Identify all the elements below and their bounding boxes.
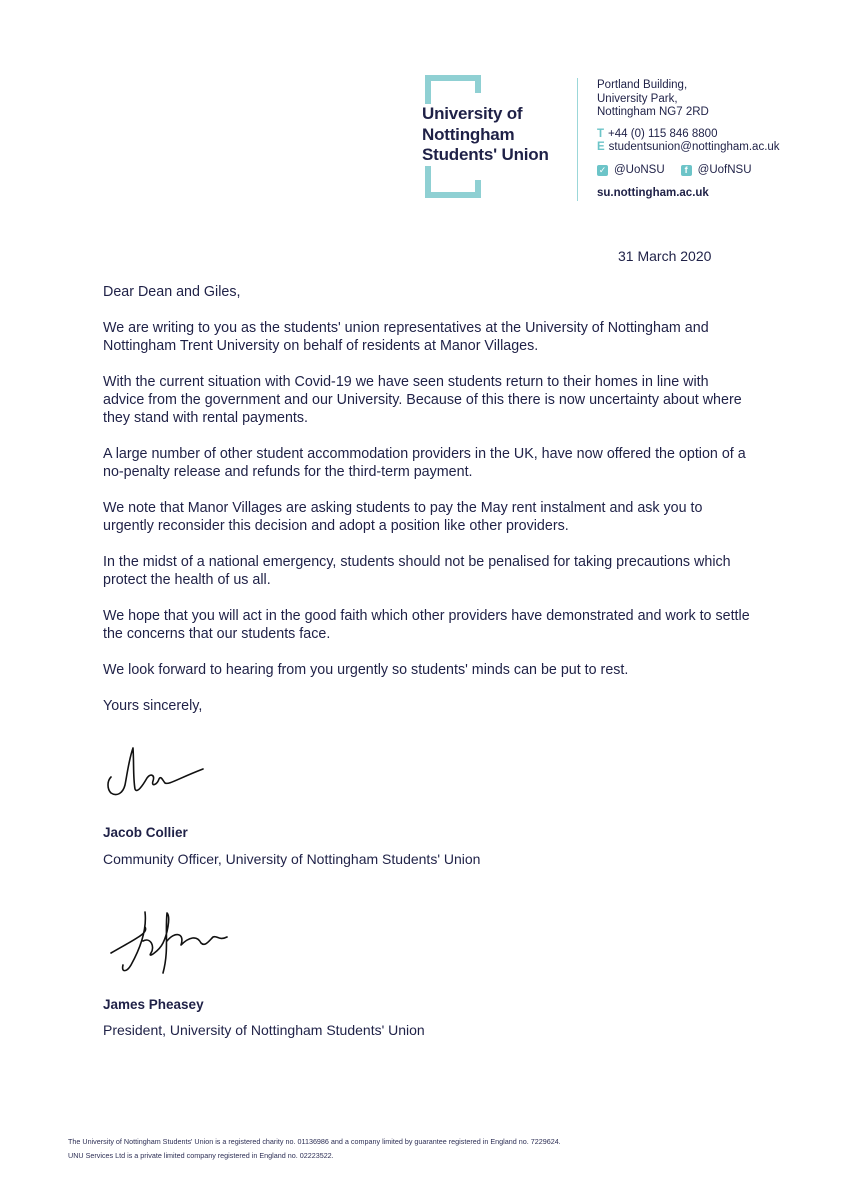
phone-number: +44 (0) 115 846 8800 xyxy=(608,127,718,140)
facebook-icon: f xyxy=(681,165,692,176)
salutation: Dear Dean and Giles, xyxy=(103,284,241,300)
signatory-2-name: James Pheasey xyxy=(103,997,204,1012)
paragraph-3: A large number of other student accommodation providers in the UK, have now offered the option of a no-penalty release and refunds for the third-term payment. xyxy=(103,446,746,480)
twitter-icon: ✓ xyxy=(598,164,607,175)
paragraph-1: We are writing to you as the students' union representatives at the University of Nottingham and Nottingham Trent University on behalf of residents at Manor Villages. xyxy=(103,320,709,354)
signatory-1-name: Jacob Collier xyxy=(103,825,188,840)
signatory-1-role: Community Officer, University of Nottingham Students' Union xyxy=(103,851,481,867)
paragraph-2: With the current situation with Covid-19 we have seen students return to their homes in line with advice from the government and our University. Because of this there is now uncertainty about where they stand with rental payments. xyxy=(103,374,742,426)
signatory-2-role: President, University of Nottingham Students' Union xyxy=(103,1022,425,1038)
phone-row xyxy=(597,128,780,142)
paragraph-7: We look forward to hearing from you urgently so students' minds can be put to rest. xyxy=(103,662,629,678)
signature-1-icon xyxy=(103,745,213,800)
facebook-handle[interactable]: @UofNSU xyxy=(697,164,752,176)
address-line-2: University Park, xyxy=(597,92,678,105)
email-link[interactable]: studentsunion@nottingham.ac.uk xyxy=(608,141,780,153)
header-divider xyxy=(577,78,578,201)
email-label: E xyxy=(597,141,605,153)
footer-line-2: UNU Services Ltd is a private limited company registered in England no. 02223522. xyxy=(68,1151,334,1160)
signature-2-icon xyxy=(105,907,235,982)
logo-line-2: Nottingham xyxy=(422,124,515,144)
paragraph-4: We note that Manor Villages are asking students to pay the May rent instalment and ask you to urgently reconsider this decision and adopt a position like other providers. xyxy=(103,500,703,534)
letter-body xyxy=(103,283,753,733)
letter-date: 31 March 2020 xyxy=(618,248,712,264)
social-row xyxy=(597,164,752,176)
closing: Yours sincerely, xyxy=(103,698,203,714)
address-line-1: Portland Building, xyxy=(597,79,688,91)
footer xyxy=(68,1135,561,1163)
website-link[interactable]: su.nottingham.ac.uk xyxy=(597,187,709,199)
logo-line-1: University of xyxy=(422,104,523,123)
twitter-handle[interactable]: @UoNSU xyxy=(614,164,665,176)
logo-wordmark xyxy=(422,104,551,166)
paragraph-6: We hope that you will act in the good faith which other providers have demonstrated and work to settle the concerns that our students face. xyxy=(103,608,750,642)
email-row xyxy=(597,141,780,155)
footer-line-1: The University of Nottingham Students' Union is a registered charity no. 01136986 and a company limited by guarantee registered in England no. 7229624. xyxy=(68,1137,561,1146)
contact-block xyxy=(597,79,780,155)
phone-label: T xyxy=(597,127,605,140)
address-line-3: Nottingham NG7 2RD xyxy=(597,106,709,118)
logo-line-3: Students' Union xyxy=(422,145,549,164)
paragraph-5: In the midst of a national emergency, students should not be penalised for taking precautions which protect the health of us all. xyxy=(103,554,731,588)
